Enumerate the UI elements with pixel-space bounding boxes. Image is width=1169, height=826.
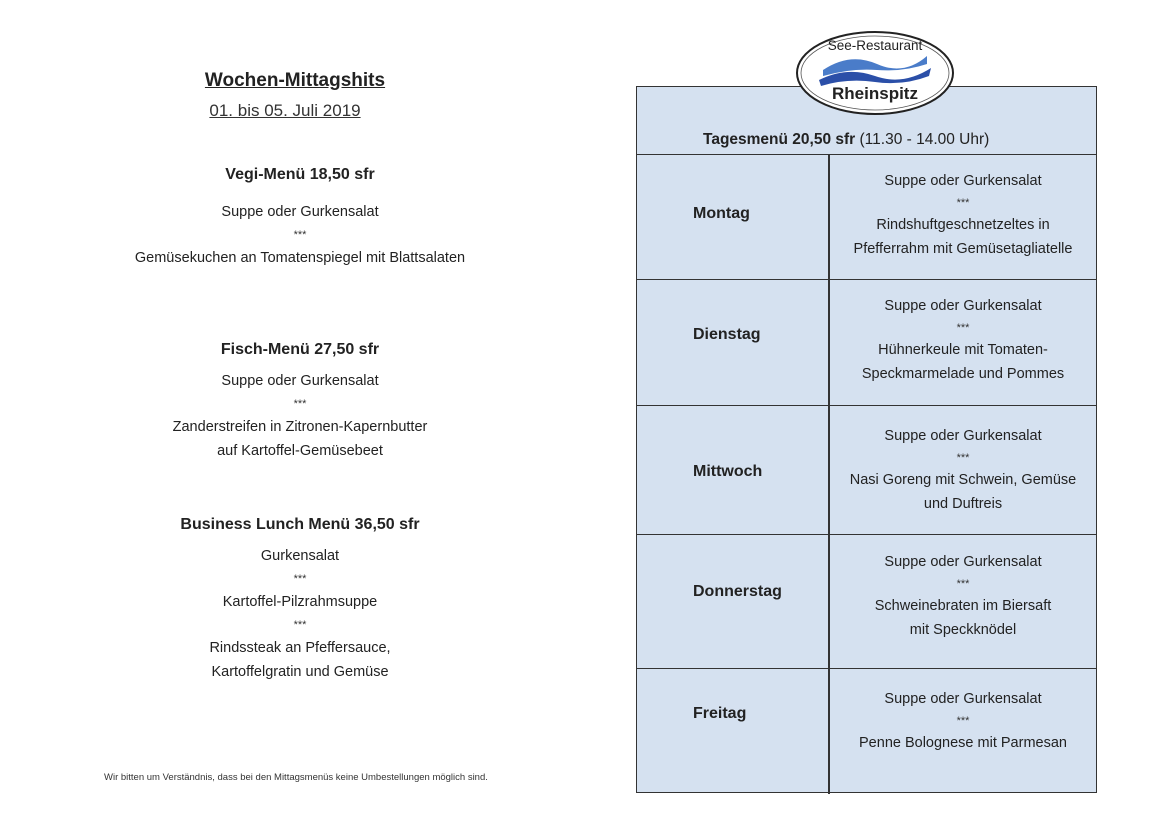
day-menu bbox=[830, 424, 1096, 516]
day-menu-line: Nasi Goreng mit Schwein, Gemüse bbox=[849, 472, 1077, 488]
menu-line: Suppe oder Gurkensalat bbox=[221, 373, 379, 389]
day-name: Dienstag bbox=[693, 326, 761, 343]
menu-line: Gurkensalat bbox=[260, 548, 340, 564]
date-range: 01. bis 05. Juli 2019 bbox=[209, 101, 361, 120]
day-menu-separator: *** bbox=[956, 578, 970, 590]
day-menu-separator: *** bbox=[956, 197, 970, 209]
vegi-menu bbox=[110, 166, 490, 270]
footnote: Wir bitten um Verständnis, dass bei den Mittagsmenüs keine Umbestellungen möglich sind. bbox=[104, 772, 488, 783]
day-menu-line: Pfefferrahm mit Gemüsetagliatelle bbox=[853, 241, 1073, 257]
day-menu-line: Speckmarmelade und Pommes bbox=[861, 366, 1065, 382]
restaurant-logo bbox=[795, 30, 955, 116]
day-menu bbox=[830, 169, 1096, 261]
menu-line: auf Kartoffel-Gemüsebeet bbox=[217, 443, 383, 459]
day-name: Freitag bbox=[693, 705, 747, 722]
logo-top-text: See-Restaurant bbox=[827, 38, 923, 53]
day-menu bbox=[830, 550, 1096, 642]
day-name: Mittwoch bbox=[693, 463, 763, 480]
menu-line: Gemüsekuchen an Tomatenspiegel mit Blattsalaten bbox=[134, 250, 466, 266]
day-menu-line: Hühnerkeule mit Tomaten- bbox=[878, 342, 1048, 358]
day-menu-line: Suppe oder Gurkensalat bbox=[884, 298, 1042, 314]
menu-separator: *** bbox=[293, 619, 307, 631]
business-lunch-menu bbox=[110, 516, 490, 684]
daily-menu-time: (11.30 - 14.00 Uhr) bbox=[859, 131, 990, 148]
day-menu-line: und Duftreis bbox=[923, 496, 1003, 512]
daily-menu-panel bbox=[636, 86, 1097, 793]
day-menu-line: Suppe oder Gurkensalat bbox=[884, 691, 1042, 707]
day-menu-line: Suppe oder Gurkensalat bbox=[884, 554, 1042, 570]
menu-line: Kartoffelgratin und Gemüse bbox=[211, 664, 389, 680]
day-row-freitag bbox=[637, 669, 1096, 792]
page-title: Wochen-Mittagshits bbox=[204, 70, 386, 91]
day-menu-separator: *** bbox=[956, 322, 970, 334]
day-name: Montag bbox=[693, 205, 750, 222]
day-row-mittwoch bbox=[637, 406, 1096, 535]
day-name: Donnerstag bbox=[693, 583, 782, 600]
day-row-dienstag bbox=[637, 280, 1096, 406]
menu-line: Suppe oder Gurkensalat bbox=[221, 204, 379, 220]
day-menu bbox=[830, 294, 1096, 386]
day-menu-line: Penne Bolognese mit Parmesan bbox=[859, 735, 1067, 751]
daily-menu-heading bbox=[703, 131, 989, 149]
menu-line: Rindssteak an Pfeffersauce, bbox=[209, 640, 391, 656]
day-menu-separator: *** bbox=[956, 452, 970, 464]
day-menu-line: mit Speckknödel bbox=[909, 622, 1017, 638]
menu-heading: Vegi-Menü 18,50 sfr bbox=[225, 166, 375, 183]
day-menu-separator: *** bbox=[956, 715, 970, 727]
menu-separator: *** bbox=[293, 229, 307, 241]
fisch-menu bbox=[110, 341, 490, 463]
menu-separator: *** bbox=[293, 573, 307, 585]
day-menu bbox=[830, 687, 1096, 755]
menu-heading: Fisch-Menü 27,50 sfr bbox=[220, 341, 380, 358]
menu-separator: *** bbox=[293, 398, 307, 410]
daily-menu-price: Tagesmenü 20,50 sfr bbox=[703, 131, 856, 148]
day-row-montag bbox=[637, 155, 1096, 280]
day-menu-line: Suppe oder Gurkensalat bbox=[884, 428, 1042, 444]
menu-heading: Business Lunch Menü 36,50 sfr bbox=[180, 516, 420, 533]
day-menu-line: Rindshuftgeschnetzeltes in bbox=[876, 217, 1050, 233]
menu-line: Kartoffel-Pilzrahmsuppe bbox=[222, 594, 378, 610]
logo-bottom-text: Rheinspitz bbox=[832, 84, 918, 103]
day-menu-line: Schweinebraten im Biersaft bbox=[874, 598, 1052, 614]
day-row-donnerstag bbox=[637, 535, 1096, 669]
day-menu-line: Suppe oder Gurkensalat bbox=[884, 173, 1042, 189]
menu-line: Zanderstreifen in Zitronen-Kapernbutter bbox=[172, 419, 428, 435]
